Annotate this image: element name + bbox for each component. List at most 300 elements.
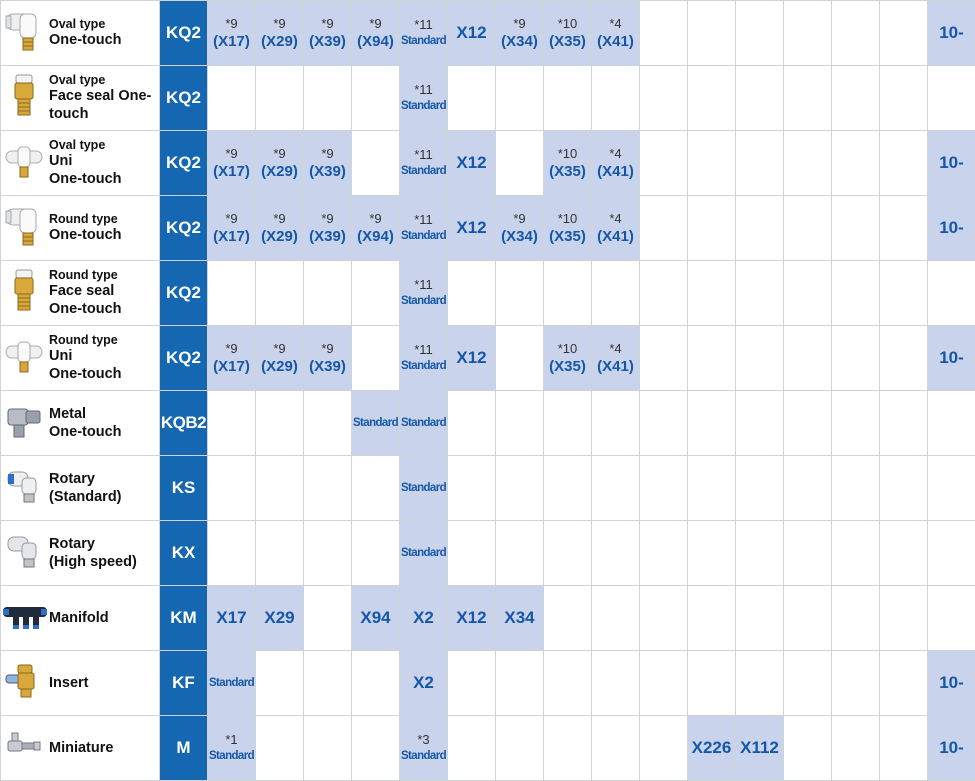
empty-cell	[496, 66, 544, 131]
empty-cell	[640, 196, 688, 261]
empty-cell	[736, 1, 784, 66]
option-cell	[592, 326, 640, 391]
empty-cell	[352, 521, 400, 586]
empty-cell	[304, 391, 352, 456]
footnote-mark: *11	[400, 212, 447, 228]
empty-cell	[496, 131, 544, 196]
empty-cell	[352, 66, 400, 131]
series-code-cell: KS	[160, 456, 208, 521]
option-code: (X17)	[208, 32, 255, 51]
empty-cell	[640, 391, 688, 456]
option-cell	[304, 196, 352, 261]
product-name-cell	[47, 326, 160, 391]
empty-cell	[688, 586, 736, 651]
option-code: (X29)	[256, 162, 303, 181]
option-cell	[448, 131, 496, 196]
footnote-mark: *9	[352, 16, 399, 32]
empty-cell	[352, 326, 400, 391]
footnote-mark: *11	[400, 17, 447, 33]
option-cell	[400, 716, 448, 781]
footnote-mark: *11	[400, 277, 447, 293]
empty-cell	[496, 651, 544, 716]
option-code: X12	[456, 218, 486, 237]
empty-cell	[736, 391, 784, 456]
option-cell	[400, 586, 448, 651]
option-code: 10-	[939, 673, 964, 692]
series-code-cell: KM	[160, 586, 208, 651]
empty-cell	[736, 131, 784, 196]
footnote-mark: *9	[208, 341, 255, 357]
product-name-line: touch	[49, 105, 159, 123]
empty-cell	[688, 391, 736, 456]
empty-cell	[352, 456, 400, 521]
product-subtype: Round type	[49, 333, 159, 347]
empty-cell	[544, 716, 592, 781]
option-cell	[688, 716, 736, 781]
empty-cell	[832, 391, 880, 456]
product-image-cell	[1, 586, 48, 651]
option-cell	[208, 131, 256, 196]
table-row	[1, 196, 975, 261]
footnote-mark: *9	[352, 211, 399, 227]
empty-cell	[688, 456, 736, 521]
option-cell	[256, 196, 304, 261]
empty-cell	[880, 196, 928, 261]
empty-cell	[832, 716, 880, 781]
empty-cell	[448, 521, 496, 586]
empty-cell	[592, 651, 640, 716]
table-row	[1, 66, 975, 131]
option-code: X17	[216, 608, 246, 627]
empty-cell	[784, 66, 832, 131]
empty-cell	[496, 326, 544, 391]
empty-cell	[640, 326, 688, 391]
option-code: (X34)	[496, 227, 543, 246]
option-cell	[208, 586, 256, 651]
standard-label: Standard	[400, 228, 447, 244]
standard-label: Standard	[400, 33, 447, 49]
oval-face-seal-fitting-icon	[9, 73, 39, 124]
empty-cell	[784, 131, 832, 196]
product-image-cell	[1, 521, 48, 586]
empty-cell	[544, 651, 592, 716]
empty-cell	[736, 586, 784, 651]
empty-cell	[496, 521, 544, 586]
empty-cell	[880, 326, 928, 391]
footnote-mark: *10	[544, 146, 591, 162]
footnote-mark: *9	[496, 16, 543, 32]
option-cell	[928, 326, 975, 391]
empty-cell	[928, 521, 975, 586]
option-code: X94	[360, 608, 390, 627]
option-cell	[208, 651, 256, 716]
product-name-line: Metal	[49, 405, 159, 423]
empty-cell	[688, 131, 736, 196]
product-name-line: Face seal One-	[49, 87, 159, 105]
empty-cell	[496, 261, 544, 326]
option-cell	[736, 716, 784, 781]
empty-cell	[928, 261, 975, 326]
empty-cell	[736, 66, 784, 131]
empty-cell	[736, 196, 784, 261]
empty-cell	[880, 521, 928, 586]
product-name-cell	[47, 131, 160, 196]
option-cell	[304, 1, 352, 66]
product-name-cell	[47, 521, 160, 586]
table-row	[1, 716, 975, 781]
option-cell	[208, 1, 256, 66]
option-code: (X29)	[256, 32, 303, 51]
option-cell	[400, 521, 448, 586]
empty-cell	[928, 391, 975, 456]
footnote-mark: *9	[208, 211, 255, 227]
manifold-fitting-icon	[1, 601, 49, 636]
oval-one-touch-fitting-icon	[4, 8, 44, 59]
option-cell	[400, 196, 448, 261]
option-cell	[352, 586, 400, 651]
empty-cell	[256, 261, 304, 326]
option-cell	[544, 196, 592, 261]
round-one-touch-fitting-icon	[4, 203, 44, 254]
option-code: X226	[692, 738, 732, 757]
rotary-standard-fitting-icon	[4, 466, 44, 511]
empty-cell	[880, 66, 928, 131]
option-cell	[448, 1, 496, 66]
option-cell	[496, 1, 544, 66]
option-code: (X29)	[256, 357, 303, 376]
empty-cell	[208, 261, 256, 326]
product-name-line: One-touch	[49, 170, 159, 188]
empty-cell	[736, 456, 784, 521]
product-image-cell	[1, 391, 48, 456]
empty-cell	[256, 521, 304, 586]
option-code: (X39)	[304, 32, 351, 51]
empty-cell	[592, 391, 640, 456]
empty-cell	[784, 1, 832, 66]
option-code: 10-	[939, 153, 964, 172]
empty-cell	[928, 586, 975, 651]
option-code: X12	[456, 608, 486, 627]
product-subtype: Oval type	[49, 138, 159, 152]
option-cell	[496, 196, 544, 261]
option-cell	[400, 326, 448, 391]
option-code: (X17)	[208, 227, 255, 246]
option-cell	[400, 456, 448, 521]
empty-cell	[352, 651, 400, 716]
option-code: (X39)	[304, 162, 351, 181]
empty-cell	[256, 66, 304, 131]
option-code: (X41)	[592, 32, 639, 51]
product-name-line: One-touch	[49, 226, 159, 244]
empty-cell	[784, 456, 832, 521]
option-code: X12	[456, 23, 486, 42]
series-code-cell: KQ2	[160, 196, 208, 261]
product-name-line: Rotary	[49, 470, 159, 488]
product-image-cell	[1, 261, 48, 326]
option-cell	[256, 326, 304, 391]
footnote-mark: *10	[544, 211, 591, 227]
series-code-cell: KQ2	[160, 131, 208, 196]
empty-cell	[880, 391, 928, 456]
empty-cell	[352, 261, 400, 326]
footnote-mark: *1	[208, 732, 255, 748]
empty-cell	[688, 261, 736, 326]
option-cell	[256, 586, 304, 651]
empty-cell	[736, 326, 784, 391]
option-code: 10-	[939, 348, 964, 367]
product-name-cell	[47, 391, 160, 456]
empty-cell	[832, 586, 880, 651]
empty-cell	[304, 456, 352, 521]
empty-cell	[496, 391, 544, 456]
option-code: (X41)	[592, 227, 639, 246]
empty-cell	[256, 716, 304, 781]
empty-cell	[544, 586, 592, 651]
empty-cell	[592, 456, 640, 521]
empty-cell	[784, 521, 832, 586]
empty-cell	[592, 66, 640, 131]
rotary-high-speed-fitting-icon	[4, 531, 44, 576]
empty-cell	[688, 1, 736, 66]
product-name-cell	[47, 456, 160, 521]
empty-cell	[304, 66, 352, 131]
option-code: X12	[456, 153, 486, 172]
empty-cell	[736, 651, 784, 716]
empty-cell	[304, 716, 352, 781]
table-row	[1, 131, 975, 196]
empty-cell	[736, 261, 784, 326]
option-cell	[304, 131, 352, 196]
option-cell	[928, 716, 975, 781]
empty-cell	[832, 521, 880, 586]
series-code-cell: KX	[160, 521, 208, 586]
empty-cell	[784, 196, 832, 261]
series-code-cell: M	[160, 716, 208, 781]
footnote-mark: *9	[208, 146, 255, 162]
option-code: (X39)	[304, 227, 351, 246]
empty-cell	[448, 261, 496, 326]
product-name-cell	[47, 586, 160, 651]
standard-label: Standard	[208, 675, 255, 691]
empty-cell	[640, 261, 688, 326]
empty-cell	[592, 261, 640, 326]
empty-cell	[448, 66, 496, 131]
option-code: (X94)	[352, 227, 399, 246]
empty-cell	[304, 586, 352, 651]
option-cell	[592, 196, 640, 261]
empty-cell	[688, 66, 736, 131]
series-code-cell: KQ2	[160, 1, 208, 66]
series-code-cell: KQ2	[160, 261, 208, 326]
option-cell	[400, 131, 448, 196]
table-row	[1, 391, 975, 456]
empty-cell	[880, 131, 928, 196]
empty-cell	[784, 716, 832, 781]
empty-cell	[688, 651, 736, 716]
standard-label: Standard	[400, 480, 447, 496]
product-subtype: Round type	[49, 212, 159, 226]
product-name-line: One-touch	[49, 423, 159, 441]
footnote-mark: *9	[304, 16, 351, 32]
product-name-line: (High speed)	[49, 553, 159, 571]
empty-cell	[544, 521, 592, 586]
option-cell	[592, 131, 640, 196]
empty-cell	[640, 716, 688, 781]
product-name-cell	[47, 716, 160, 781]
product-image-cell	[1, 66, 48, 131]
series-code-cell: KQB2	[160, 391, 208, 456]
product-name-line: One-touch	[49, 300, 159, 318]
product-name-line: Rotary	[49, 535, 159, 553]
footnote-mark: *9	[256, 146, 303, 162]
product-image-cell	[1, 716, 48, 781]
standard-label: Standard	[400, 748, 447, 764]
option-cell	[352, 1, 400, 66]
product-image-cell	[1, 1, 48, 66]
footnote-mark: *9	[256, 211, 303, 227]
empty-cell	[880, 261, 928, 326]
footnote-mark: *11	[400, 147, 447, 163]
empty-cell	[880, 651, 928, 716]
empty-cell	[640, 131, 688, 196]
product-name-cell	[47, 261, 160, 326]
option-cell	[544, 326, 592, 391]
empty-cell	[832, 131, 880, 196]
footnote-mark: *9	[256, 16, 303, 32]
option-cell	[544, 1, 592, 66]
empty-cell	[832, 651, 880, 716]
option-code: (X35)	[544, 227, 591, 246]
product-name-line: One-touch	[49, 365, 159, 383]
product-name-line: Face seal	[49, 282, 159, 300]
option-code: 10-	[939, 738, 964, 757]
empty-cell	[304, 521, 352, 586]
option-code: (X39)	[304, 357, 351, 376]
empty-cell	[640, 1, 688, 66]
empty-cell	[688, 326, 736, 391]
table-row	[1, 261, 975, 326]
empty-cell	[832, 326, 880, 391]
footnote-mark: *4	[592, 16, 639, 32]
product-name-line: Uni	[49, 347, 159, 365]
product-name-line: (Standard)	[49, 488, 159, 506]
option-cell	[352, 391, 400, 456]
option-code: (X41)	[592, 357, 639, 376]
table-body	[1, 1, 975, 781]
empty-cell	[640, 521, 688, 586]
empty-cell	[832, 66, 880, 131]
standard-label: Standard	[400, 98, 447, 114]
product-image-cell	[1, 196, 48, 261]
footnote-mark: *4	[592, 211, 639, 227]
product-subtype: Oval type	[49, 17, 159, 31]
footnote-mark: *9	[256, 341, 303, 357]
footnote-mark: *4	[592, 341, 639, 357]
product-image-cell	[1, 456, 48, 521]
empty-cell	[256, 651, 304, 716]
product-image-cell	[1, 651, 48, 716]
empty-cell	[592, 521, 640, 586]
option-code: (X41)	[592, 162, 639, 181]
footnote-mark: *9	[304, 341, 351, 357]
empty-cell	[640, 586, 688, 651]
empty-cell	[256, 456, 304, 521]
empty-cell	[832, 1, 880, 66]
option-cell	[208, 326, 256, 391]
empty-cell	[688, 196, 736, 261]
footnote-mark: *11	[400, 342, 447, 358]
table-row	[1, 521, 975, 586]
option-cell	[928, 1, 975, 66]
empty-cell	[784, 326, 832, 391]
option-cell	[208, 196, 256, 261]
empty-cell	[928, 66, 975, 131]
option-cell	[256, 131, 304, 196]
option-cell	[352, 196, 400, 261]
option-cell	[400, 261, 448, 326]
empty-cell	[832, 261, 880, 326]
round-uni-fitting-icon	[4, 336, 44, 381]
option-code: (X17)	[208, 357, 255, 376]
table-row	[1, 651, 975, 716]
footnote-mark: *9	[496, 211, 543, 227]
table-row	[1, 1, 975, 66]
footnote-mark: *9	[304, 146, 351, 162]
table-row	[1, 586, 975, 651]
standard-label: Standard	[352, 415, 399, 431]
option-code: X2	[413, 608, 434, 627]
empty-cell	[208, 456, 256, 521]
option-cell	[400, 391, 448, 456]
empty-cell	[784, 391, 832, 456]
footnote-mark: *10	[544, 341, 591, 357]
standard-label: Standard	[400, 293, 447, 309]
option-code: (X35)	[544, 162, 591, 181]
empty-cell	[928, 456, 975, 521]
option-code: X112	[740, 738, 779, 757]
option-cell	[544, 131, 592, 196]
footnote-mark: *4	[592, 146, 639, 162]
empty-cell	[544, 261, 592, 326]
option-code: (X34)	[496, 32, 543, 51]
empty-cell	[832, 196, 880, 261]
option-cell	[400, 1, 448, 66]
empty-cell	[784, 651, 832, 716]
empty-cell	[304, 261, 352, 326]
empty-cell	[592, 586, 640, 651]
product-name-cell	[47, 196, 160, 261]
empty-cell	[640, 456, 688, 521]
metal-fitting-icon	[4, 401, 44, 446]
empty-cell	[496, 456, 544, 521]
option-cell	[928, 651, 975, 716]
option-code: (X35)	[544, 357, 591, 376]
miniature-fitting-icon	[4, 731, 44, 766]
product-name-line: Uni	[49, 152, 159, 170]
standard-label: Standard	[400, 415, 447, 431]
product-name-line: Miniature	[49, 739, 159, 757]
option-cell	[928, 131, 975, 196]
empty-cell	[352, 131, 400, 196]
product-name-cell	[47, 651, 160, 716]
empty-cell	[688, 521, 736, 586]
footnote-mark: *9	[208, 16, 255, 32]
table-row	[1, 326, 975, 391]
product-name-cell	[47, 1, 160, 66]
option-code: X34	[504, 608, 534, 627]
empty-cell	[496, 716, 544, 781]
product-name-cell	[47, 66, 160, 131]
